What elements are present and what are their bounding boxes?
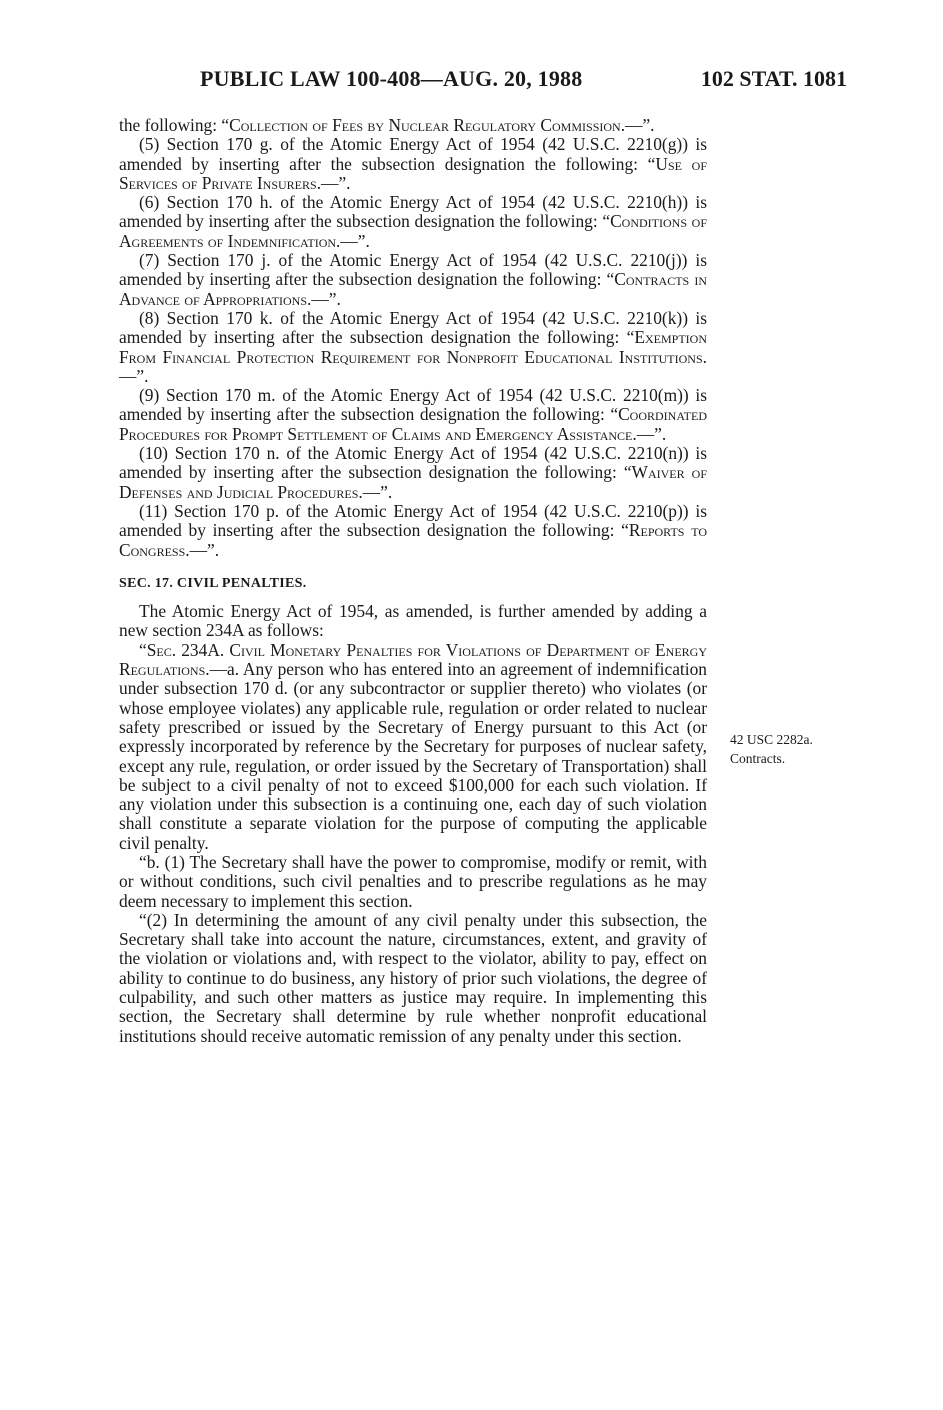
paragraph-11: (11) Section 170 p. of the Atomic Energy Act of 1954 (42 U.S.C. 2210(p)) is amended by inserting after the subsection designation the following: “Reports to Congress.—”.: [119, 500, 707, 560]
margin-note-contracts: Contracts.: [730, 751, 786, 766]
margin-notes: [730, 730, 813, 768]
section-intro: The Atomic Energy Act of 1954, as amended, is further amended by adding a new section 234A as follows:: [119, 601, 707, 641]
paragraph-10: (10) Section 170 n. of the Atomic Energy Act of 1954 (42 U.S.C. 2210(n)) is amended by inserting after the subsection designation the following: “Waiver of Defenses and Judicial Procedures.—”.: [119, 443, 708, 502]
body-text: [119, 116, 707, 1046]
section-heading: SEC. 17. CIVIL PENALTIES.: [119, 575, 307, 591]
paragraph-continuation: the following: “Collection of Fees by Nuclear Regulatory Commission.—”.: [119, 115, 655, 135]
paragraph-7: (7) Section 170 j. of the Atomic Energy Act of 1954 (42 U.S.C. 2210(j)) is amended by inserting after the subsection designation the following: “Contracts in Advance of Appropriations.—”.: [119, 250, 707, 309]
margin-note-usc-citation: 42 USC 2282a.: [730, 732, 813, 747]
subsection-b1: “b. (1) The Secretary shall have the power to compromise, modify or remit, with or without conditions, such civil penalties and to prescribe regulations as he may deem necessary to implement this section.: [119, 851, 707, 911]
paragraph-5: (5) Section 170 g. of the Atomic Energy Act of 1954 (42 U.S.C. 2210(g)) is amended by inserting after the subsection designation the following: “Use of Services of Private Insurers.—”.: [119, 134, 707, 193]
statute-page-number: 102 STAT. 1081: [700, 66, 847, 91]
paragraph-6: (6) Section 170 h. of the Atomic Energy Act of 1954 (42 U.S.C. 2210(h)) is amended by inserting after the subsection designation the following: “Conditions of Agreements of Indemnification.—”.: [119, 192, 707, 251]
paragraph-8: (8) Section 170 k. of the Atomic Energy Act of 1954 (42 U.S.C. 2210(k)) is amended by inserting after the subsection designation the following: “Exemption From Financial Protection Requirement for Nonprofit Educational Institutions.—”.: [119, 307, 707, 386]
subsection-b2: “(2) In determining the amount of any civil penalty under this subsection, the Secretary shall take into account the nature, circumstances, extent, and gravity of the violation or violations and, with respect to the violator, ability to pay, effect on ability to continue to do business, any history of prior such violations, the degree of culpability, and such other matters as justice may require. In implementing this section, the Secretary shall determine by rule whether nonprofit educational institutions should receive automatic remission of any penalty under this section.: [119, 909, 707, 1046]
running-title: PUBLIC LAW 100-408—AUG. 20, 1988: [200, 66, 583, 91]
paragraph-9: (9) Section 170 m. of the Atomic Energy Act of 1954 (42 U.S.C. 2210(m)) is amended by inserting after the subsection designation the following: “Coordinated Procedures for Prompt Settlement of Claims and Emergency Assistance.—”.: [119, 385, 707, 444]
page-header: [0, 66, 943, 96]
section-234a-subsection-a: “Sec. 234A. Civil Monetary Penalties for Violations of Department of Energy Regulations.—a. Any person who has entered into an agreement of indemnification under subsection 170 d. (or any subcontractor or supplier thereto) who violates (or whose employee violates) any applicable rule, regulation or order related to nuclear safety prescribed or issued by the Secretary of Energy pursuant to this Act (or expressly incorporated by reference by the Secretary for purposes of nuclear safety, except any rule, regulation, or order issued by the Secretary of Transportation) shall be subject to a civil penalty of not to exceed $100,000 for each such violation. If any violation under this subsection is a continuing one, each day of such violation shall constitute a separate violation for the purpose of computing the applicable civil penalty.: [119, 639, 707, 853]
